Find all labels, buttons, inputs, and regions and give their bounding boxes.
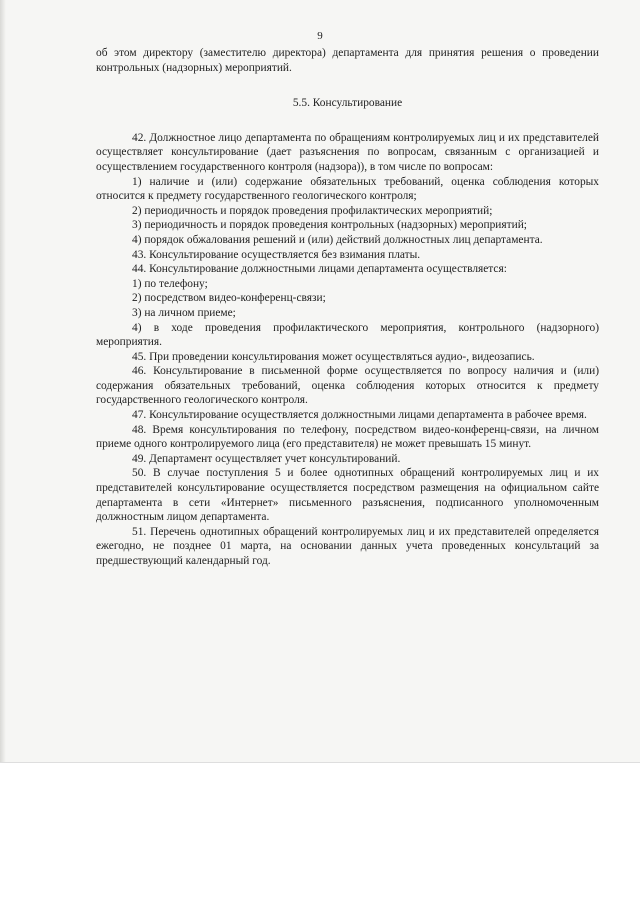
page-number: 9 xyxy=(317,30,323,42)
section-title: 5.5. Консультирование xyxy=(292,97,403,110)
paragraph: об этом директору (заместителю директора) департамента для принятия решения о проведении контрольных (надзорных) мероприятий. xyxy=(96,47,599,74)
paragraph: 49. Департамент осуществляет учет консультирований. xyxy=(132,452,401,465)
paragraph: 3) на личном приеме; xyxy=(132,306,236,319)
scan-edge-shadow xyxy=(0,0,6,762)
paragraph: 1) по телефону; xyxy=(132,277,208,290)
paragraph: 43. Консультирование осуществляется без взимания платы. xyxy=(132,248,421,261)
paragraph: 48. Время консультирования по телефону, посредством видео-конференц-связи, на личном приеме одного контролируемого лица (его представителя) не может превышать 15 минут. xyxy=(96,423,599,451)
document-body xyxy=(96,46,599,569)
paragraph: 46. Консультирование в письменной форме осуществляется по вопросу наличия и (или) содержания обязательных требований, оценка соблюдения которых относится к предмету государственного геологического контроля. xyxy=(96,365,599,407)
paragraph: 50. В случае поступления 5 и более однотипных обращений контролируемых лиц и их представителей консультирование осуществляется посредством размещения на официальном сайте департамента в сети «Интернет» письменного разъяснения, подписанного уполномоченным должностным лицом департамента. xyxy=(96,467,599,524)
paragraph: 2) периодичность и порядок проведения профилактических мероприятий; xyxy=(132,204,493,217)
paragraph: 47. Консультирование осуществляется должностными лицами департамента в рабочее время. xyxy=(132,409,587,422)
paragraph: 45. При проведении консультирования может осуществляться аудио-, видеозапись. xyxy=(132,350,535,363)
paragraph: 44. Консультирование должностными лицами департамента осуществляется: xyxy=(132,263,507,276)
paragraph: 1) наличие и (или) содержание обязательных требований, оценка соблюдения которых относится к предмету государственного геологического контроля; xyxy=(96,175,599,203)
paragraph: 42. Должностное лицо департамента по обращениям контролируемых лиц и их представителей осуществляет консультирование (дает разъяснения по вопросам, связанным с организацией и осуществлением государственного контроля (надзора)), в том числе по вопросам: xyxy=(96,131,599,173)
paragraph: 2) посредством видео-конференц-связи; xyxy=(132,292,326,305)
paragraph: 4) порядок обжалования решений и (или) действий должностных лиц департамента. xyxy=(132,233,543,246)
paragraph: 3) периодичность и порядок проведения контрольных (надзорных) мероприятий; xyxy=(132,219,527,232)
paragraph: 4) в ходе проведения профилактического мероприятия, контрольного (надзорного) мероприятия. xyxy=(96,321,599,349)
paragraph: 51. Перечень однотипных обращений контролируемых лиц и их представителей определяется ежегодно, не позднее 01 марта, на основании данных учета проведенных консультаций за предшествующий календарный год. xyxy=(96,525,599,567)
